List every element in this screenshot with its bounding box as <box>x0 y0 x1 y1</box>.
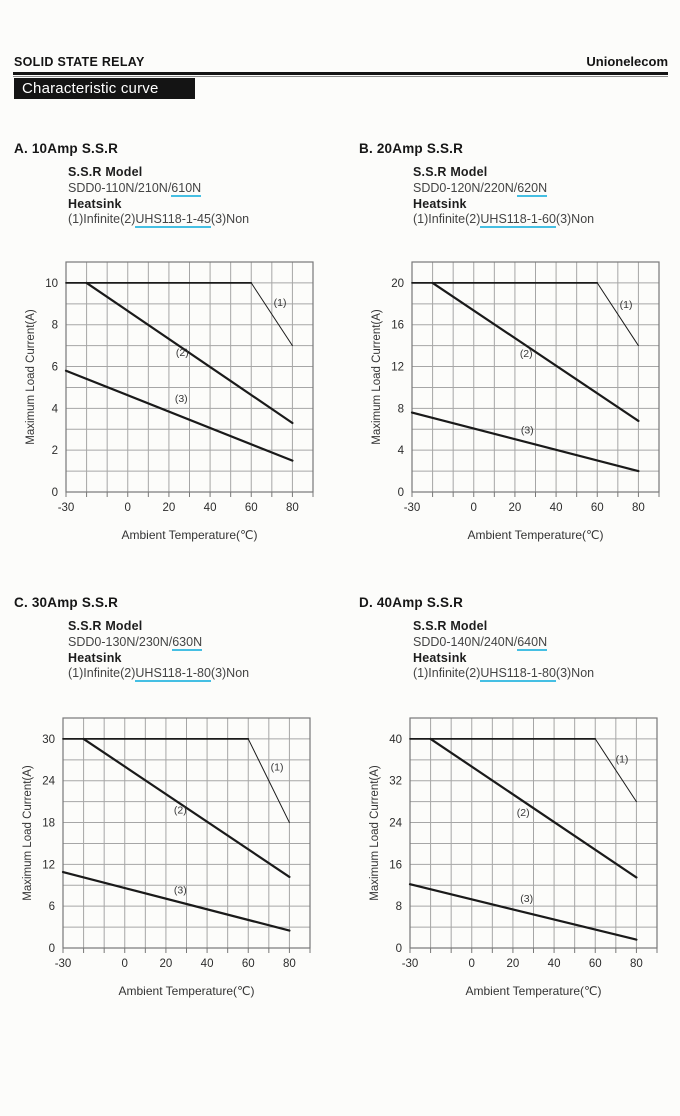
y-axis-label: Maximum Load Current(A) <box>369 765 381 901</box>
derating-chart-10amp <box>16 256 316 548</box>
curve-label: (1) <box>273 296 287 309</box>
x-axis-label: Ambient Temperature(℃) <box>121 528 258 542</box>
heatsink-underlined: UHS118-1-60 <box>480 212 556 227</box>
model-prefix: SDD0-110N/210N/ <box>68 180 172 195</box>
chart-canvas <box>16 256 316 548</box>
heatsink-label: Heatsink <box>68 650 122 665</box>
model-underlined: 610N <box>171 180 202 195</box>
curve-label: (3) <box>520 893 534 905</box>
x-tick-label: -30 <box>54 958 72 970</box>
heatsink-value <box>68 666 344 682</box>
y-tick-label: 6 <box>51 361 58 374</box>
x-tick-label: 60 <box>241 958 255 970</box>
x-tick-label: 0 <box>124 502 131 514</box>
heatsink-prefix: (1)Infinite(2) <box>413 212 481 227</box>
x-tick-label: 40 <box>200 958 214 970</box>
curve-label: (2) <box>516 806 530 819</box>
x-tick-label: 60 <box>588 958 602 970</box>
model-prefix: SDD0-130N/230N/ <box>68 634 173 649</box>
x-tick-label: 40 <box>549 502 563 514</box>
y-tick-label: 40 <box>389 733 402 746</box>
x-tick-label: 40 <box>203 502 217 514</box>
x-tick-label: 0 <box>468 958 475 970</box>
curve-segment <box>66 371 292 461</box>
heatsink-label: Heatsink <box>413 196 467 211</box>
y-tick-label: 16 <box>389 859 402 872</box>
section-info <box>413 619 680 682</box>
model-label: S.S.R Model <box>68 165 143 179</box>
chart-canvas <box>13 712 313 1004</box>
heatsink-prefix: (1)Infinite(2) <box>413 666 481 681</box>
y-tick-label: 4 <box>397 445 404 458</box>
heatsink-suffix: (3)Non <box>210 212 250 227</box>
page-title: Characteristic curve <box>14 78 195 99</box>
x-tick-label: 20 <box>162 502 176 514</box>
y-tick-label: 2 <box>51 445 58 458</box>
x-tick-label: 80 <box>286 502 299 514</box>
y-tick-label: 8 <box>397 403 404 416</box>
y-tick-label: 8 <box>51 319 58 332</box>
section-20amp <box>359 140 680 228</box>
doc-category-title: SOLID STATE RELAY <box>14 55 145 69</box>
model-prefix: SDD0-120N/220N/ <box>413 180 518 195</box>
header-rule <box>13 72 668 75</box>
y-tick-label: 10 <box>45 277 58 290</box>
heatsink-prefix: (1)Infinite(2) <box>68 212 136 227</box>
y-tick-label: 0 <box>395 943 402 955</box>
derating-chart-40amp <box>360 712 660 1004</box>
curve-label: (3) <box>520 424 534 437</box>
derating-chart-20amp <box>362 256 662 548</box>
heatsink-label: Heatsink <box>413 650 467 665</box>
y-tick-label: 18 <box>42 817 55 830</box>
derating-chart-30amp <box>13 712 313 1004</box>
curve-label: (1) <box>615 753 629 766</box>
heatsink-suffix: (3)Non <box>210 666 250 681</box>
x-tick-label: 0 <box>470 502 477 514</box>
curve-segment <box>63 872 289 931</box>
y-tick-label: 30 <box>42 733 55 746</box>
x-tick-label: 60 <box>590 502 604 514</box>
heatsink-underlined: UHS118-1-80 <box>480 666 556 681</box>
heatsink-suffix: (3)Non <box>555 666 595 681</box>
x-axis-label: Ambient Temperature(℃) <box>465 984 602 998</box>
y-tick-label: 0 <box>48 943 55 955</box>
x-tick-label: 20 <box>159 958 173 970</box>
model-value <box>68 181 344 197</box>
section-info <box>413 165 680 228</box>
section-title: C. 30Amp S.S.R <box>14 595 119 610</box>
y-axis-label: Maximum Load Current(A) <box>25 309 37 445</box>
y-tick-label: 4 <box>51 403 58 416</box>
section-title: B. 20Amp S.S.R <box>359 141 464 156</box>
x-tick-label: 40 <box>547 958 561 970</box>
model-underlined: 620N <box>517 180 548 195</box>
model-underlined: 630N <box>172 634 203 649</box>
curve-label: (2) <box>175 347 189 360</box>
y-axis-label: Maximum Load Current(A) <box>22 765 34 901</box>
heatsink-underlined: UHS118-1-45 <box>135 212 211 227</box>
x-tick-label: -30 <box>57 502 75 514</box>
section-info <box>68 165 344 228</box>
y-tick-label: 8 <box>395 901 402 914</box>
x-tick-label: -30 <box>403 502 421 514</box>
curve-label: (3) <box>173 884 187 897</box>
y-tick-label: 32 <box>389 775 402 788</box>
x-tick-label: 60 <box>244 502 258 514</box>
model-underlined: 640N <box>517 634 548 649</box>
model-label: S.S.R Model <box>413 619 488 633</box>
chart-canvas <box>362 256 662 548</box>
curve-label: (1) <box>619 299 633 311</box>
heatsink-value <box>68 212 344 228</box>
x-axis-label: Ambient Temperature(℃) <box>118 984 255 998</box>
brand-name: Unionelecom <box>586 54 668 69</box>
y-tick-label: 20 <box>391 277 404 290</box>
x-tick-label: 80 <box>630 958 643 970</box>
curve-label: (2) <box>519 348 533 361</box>
section-40amp <box>359 594 680 682</box>
section-info <box>68 619 344 682</box>
section-title: D. 40Amp S.S.R <box>359 595 464 610</box>
x-tick-label: 20 <box>506 958 520 970</box>
heatsink-value <box>413 212 680 228</box>
chart-canvas <box>360 712 660 1004</box>
section-title: A. 10Amp S.S.R <box>14 141 119 156</box>
header-rule-thin <box>13 76 668 77</box>
model-label: S.S.R Model <box>413 165 488 179</box>
curve-label: (1) <box>270 761 284 774</box>
y-tick-label: 24 <box>42 775 55 788</box>
x-tick-label: 80 <box>632 502 645 514</box>
y-tick-label: 0 <box>397 487 404 499</box>
x-tick-label: 80 <box>283 958 296 970</box>
x-axis-label: Ambient Temperature(℃) <box>467 528 604 542</box>
y-axis-label: Maximum Load Current(A) <box>371 309 383 445</box>
x-tick-label: 20 <box>508 502 522 514</box>
model-label: S.S.R Model <box>68 619 143 633</box>
x-tick-label: -30 <box>401 958 419 970</box>
heatsink-value <box>413 666 680 682</box>
model-value <box>413 181 680 197</box>
section-10amp <box>14 140 344 228</box>
curve-segment <box>412 413 638 472</box>
curve-label: (2) <box>173 804 187 817</box>
heatsink-prefix: (1)Infinite(2) <box>68 666 136 681</box>
heatsink-underlined: UHS118-1-80 <box>135 666 211 681</box>
model-value <box>413 635 680 651</box>
y-tick-label: 12 <box>391 361 404 374</box>
heatsink-label: Heatsink <box>68 196 122 211</box>
y-tick-label: 6 <box>48 901 55 914</box>
y-tick-label: 16 <box>391 319 404 332</box>
y-tick-label: 24 <box>389 817 402 830</box>
section-30amp <box>14 594 344 682</box>
x-tick-label: 0 <box>121 958 128 970</box>
heatsink-suffix: (3)Non <box>555 212 595 227</box>
curve-label: (3) <box>174 393 188 406</box>
y-tick-label: 12 <box>42 859 55 872</box>
model-prefix: SDD0-140N/240N/ <box>413 634 518 649</box>
y-tick-label: 0 <box>51 487 58 499</box>
model-value <box>68 635 344 651</box>
